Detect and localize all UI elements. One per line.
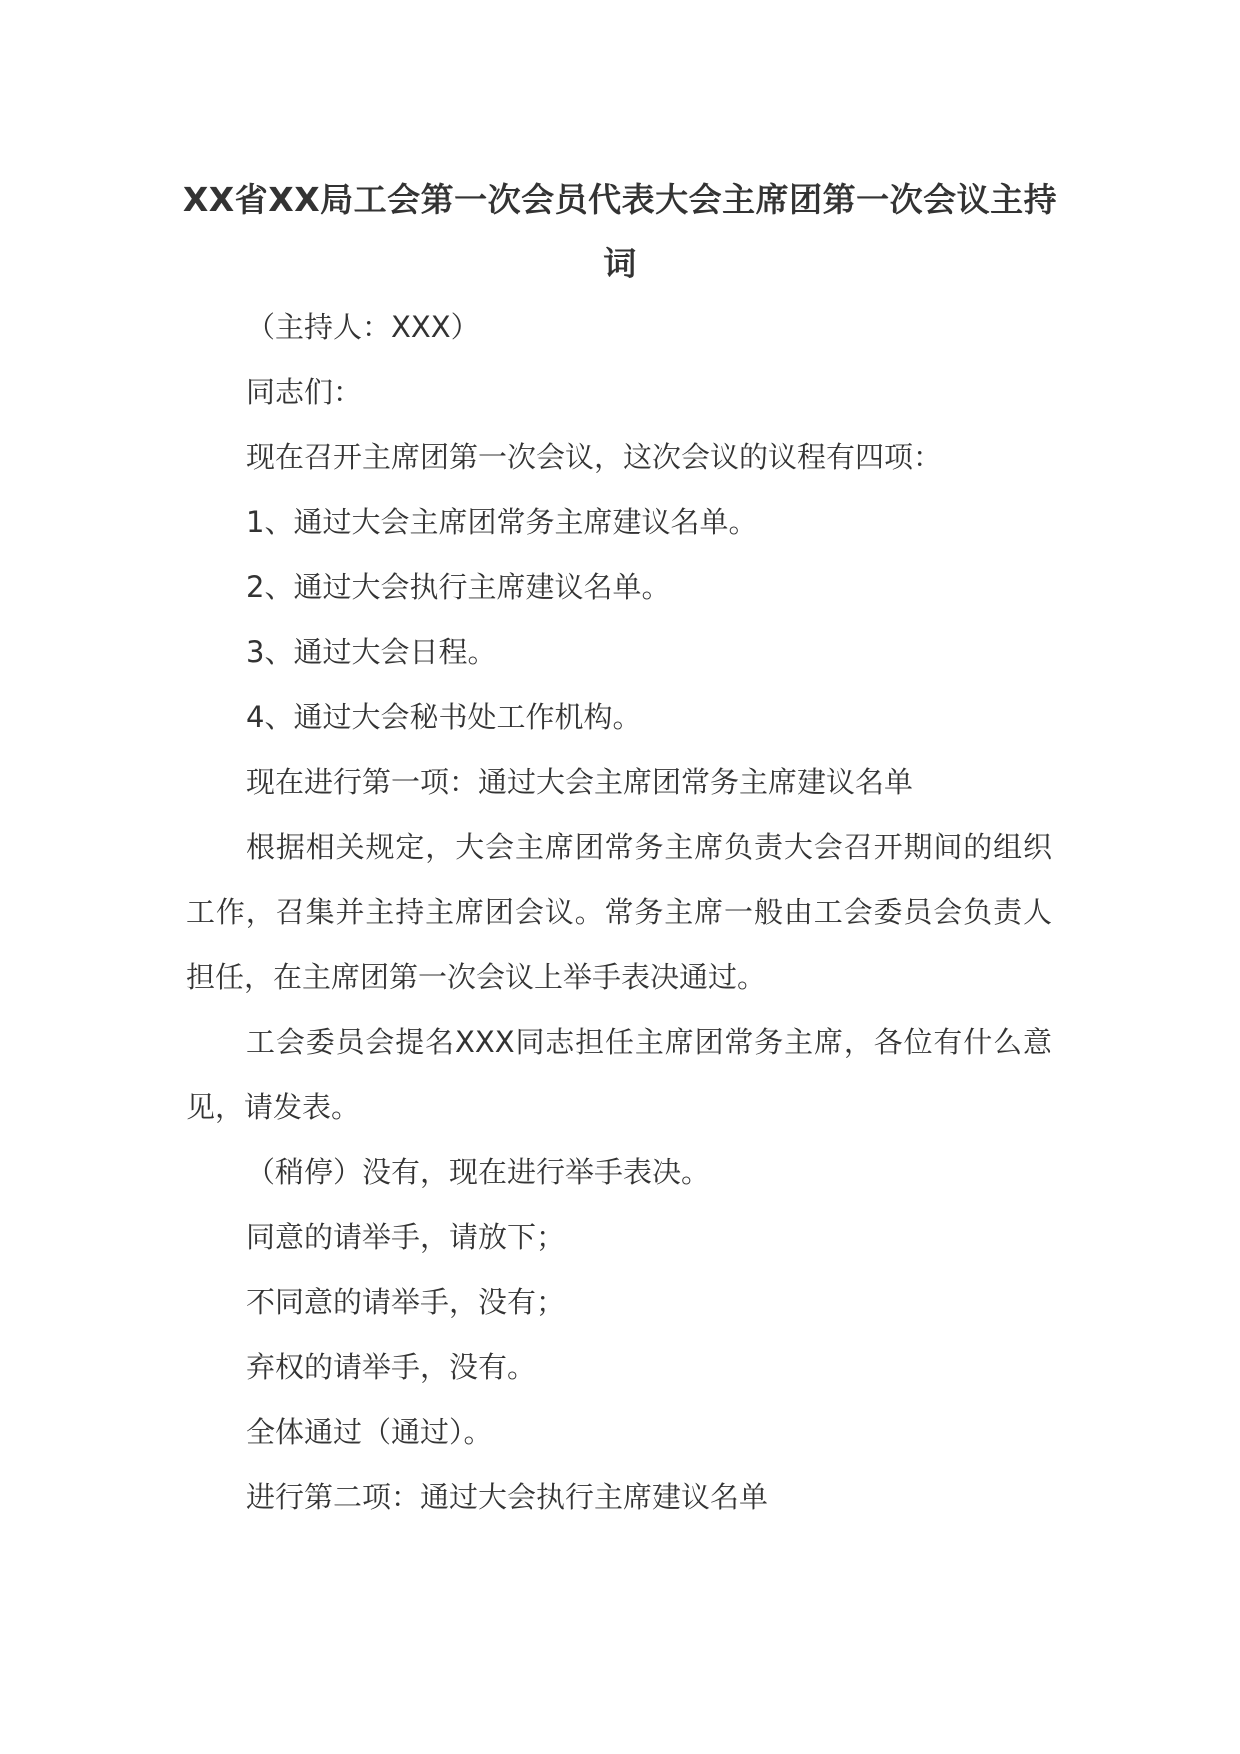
vote-abstain: 弃权的请举手，没有。 — [246, 1350, 537, 1384]
pause-paragraph: （稍停）没有，现在进行举手表决。 — [246, 1155, 711, 1189]
document-title: XX省XX局工会第一次会员代表大会主席团第一次会议主持词 — [182, 180, 1058, 283]
second-item-heading: 进行第二项：通过大会执行主席建议名单 — [246, 1480, 769, 1514]
vote-disagree: 不同意的请举手，没有； — [246, 1285, 566, 1319]
vote-result: 全体通过（通过）。 — [246, 1415, 493, 1449]
agenda-item-4: 4、通过大会秘书处工作机构。 — [246, 700, 642, 734]
agenda-item-1: 1、通过大会主席团常务主席建议名单。 — [246, 505, 758, 539]
agenda-item-2: 2、通过大会执行主席建议名单。 — [246, 570, 671, 604]
document-body — [186, 295, 1052, 1530]
nomination-paragraph: 工会委员会提名XXX同志担任主席团常务主席，各位有什么意见，请发表。 — [186, 1025, 1052, 1124]
host-note: （主持人：XXX） — [246, 310, 480, 344]
salutation: 同志们： — [246, 375, 363, 409]
agenda-intro: 现在召开主席团第一次会议，这次会议的议程有四项： — [246, 440, 943, 474]
agenda-item-3: 3、通过大会日程。 — [246, 635, 497, 669]
vote-agree: 同意的请举手，请放下； — [246, 1220, 566, 1254]
first-item-heading: 现在进行第一项：通过大会主席团常务主席建议名单 — [246, 765, 914, 799]
regulation-paragraph: 根据相关规定，大会主席团常务主席负责大会召开期间的组织工作，召集并主持主席团会议。常务主席一般由工会委员会负责人担任，在主席团第一次会议上举手表决通过。 — [186, 830, 1052, 994]
